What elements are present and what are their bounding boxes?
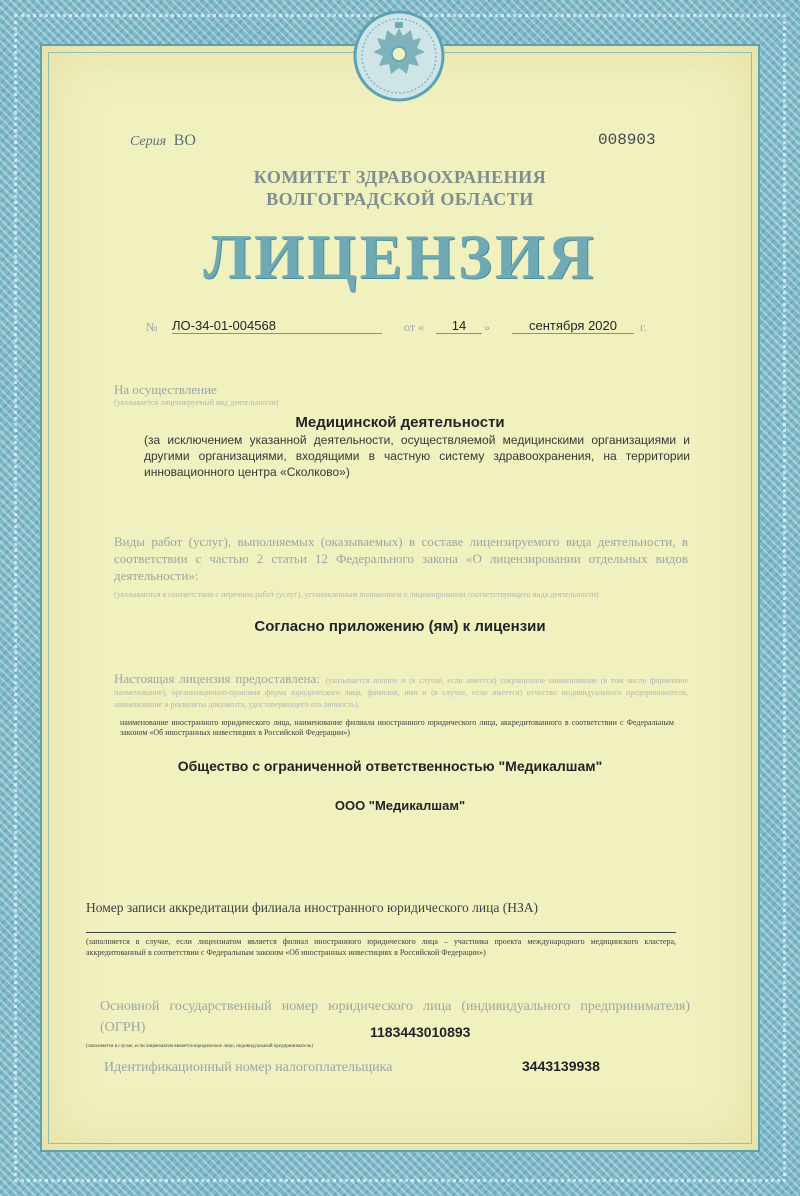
- holder-label-block: [114, 673, 688, 709]
- day-close: »: [484, 320, 490, 334]
- works-hint: (указываются в соответствии с перечнем работ (услуг), установленным положением о лицензировании соответствующего вида деятельности): [114, 590, 599, 599]
- series-block: [130, 132, 196, 150]
- activity-label: На осуществление: [114, 382, 217, 397]
- works-value: Согласно приложению (ям) к лицензии: [254, 618, 546, 635]
- activity-title: Медицинской деятельности: [295, 414, 505, 431]
- holder-hint2: наименование иностранного юридического лица, наименование филиала иностранного юридического лица, аккредитованного в соответствии с Федеральным законом «Об иностранных инвестициях в Российской Федерации»): [120, 718, 674, 737]
- holder-full-name: Общество с ограниченной ответственностью "Медикалшам": [177, 758, 603, 774]
- nza-label: Номер записи аккредитации филиала иностранного юридического лица (НЗА): [86, 900, 538, 915]
- holder-hint1: (указывается полное и (в случае, если имеется) сокращенное наименование (в том числе фирменное наименование), организационно-правовая форма юридического лица, фамилия, имя и (в случае, если имеется) отчество индивидуального предпринимателя, наименование и реквизиты документа, удостоверяющего его личность),: [114, 676, 689, 709]
- ogrn-value: 1183443010893: [370, 1024, 471, 1040]
- issuer-line2: ВОЛГОГРАДСКОЙ ОБЛАСТИ: [266, 189, 534, 209]
- activity-hint: (указывается лицензируемый вид деятельности): [114, 398, 279, 407]
- series-value: ВО: [173, 132, 196, 149]
- year-suffix: г.: [640, 320, 647, 334]
- number-label: №: [146, 320, 158, 334]
- double-headed-eagle-emblem-icon: [351, 8, 447, 104]
- license-month-year: сентября 2020: [512, 318, 634, 334]
- series-label: Серия: [130, 134, 167, 149]
- inn-value: 3443139938: [522, 1058, 600, 1074]
- ogrn-label: Основной государственный номер юридического лица (индивидуального предпринимателя) (ОГРН): [100, 999, 690, 1035]
- date-from-label: от «: [404, 320, 425, 334]
- ogrn-hint: (заполняется в случае, если лицензиатом является юридическое лицо, индивидуальный предприниматель): [86, 1044, 313, 1049]
- license-number: ЛО-34-01-004568: [172, 318, 382, 334]
- issuer-line1: КОМИТЕТ ЗДРАВООХРАНЕНИЯ: [253, 167, 547, 187]
- document-title: ЛИЦЕНЗИЯ: [203, 221, 597, 292]
- license-day: 14: [436, 318, 482, 334]
- activity-description: (за исключением указанной деятельности, осуществляемой медицинскими организациями и другими организациями, входящими в частную систему здравоохранения, на территории инновационного центра «Сколково»): [144, 433, 690, 479]
- issuer: [0, 166, 800, 210]
- holder-short-name: ООО "Медикалшам": [334, 798, 466, 813]
- nza-hint: (заполняется в случае, если лицензиатом является филиал иностранного юридического лица – участника проекта международного медицинского кластера, аккредитованный в соответствии с Федеральным законом «Об иностранных инвестициях в Российской Федерации»): [86, 937, 676, 957]
- works-label: Виды работ (услуг), выполняемых (оказываемых) в составе лицензируемого вида деятельности, в соответствии с частью 2 статьи 12 Федерального закона «О лицензировании отдельных видов деятельности»:: [114, 534, 688, 583]
- nza-divider: [86, 932, 676, 933]
- holder-label: Настоящая лицензия предоставлена:: [114, 671, 320, 686]
- form-number: 008903: [598, 131, 656, 149]
- inn-label: Идентификационный номер налогоплательщика: [104, 1060, 393, 1075]
- license-number-line: [146, 318, 666, 338]
